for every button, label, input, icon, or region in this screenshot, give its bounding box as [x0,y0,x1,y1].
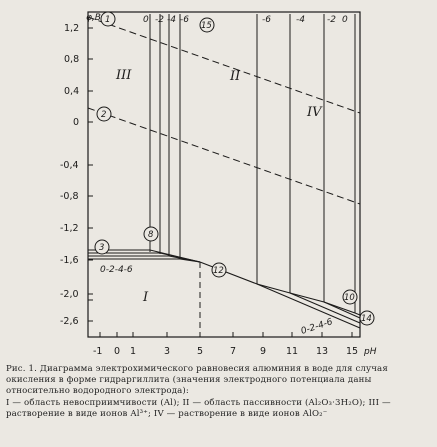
x-tick-label: 5 [197,346,204,357]
svg-text:10: 10 [344,293,355,303]
marker-1 [101,12,115,26]
y-tick-marks [88,28,93,321]
marker-14 [360,311,374,325]
alo2-boundaries [257,14,355,313]
x-tick-label: 7 [230,346,237,357]
x-tick-label: -1 [93,346,103,357]
bundle-label: 0-2-4-6 [299,317,334,337]
hydrogen-line [88,108,360,204]
y-tick-label: 0 [73,117,80,128]
region-label-iv: IV [307,105,322,120]
caption-legend: I — область невосприимчивости (Al); II — область пассивности (Al₂O₃·3H₂O); III — растворение в виде ионов Al³⁺; IV — растворение в виде ионов AlO₂⁻ [6,398,391,420]
marker-15 [200,18,214,32]
figure-caption [6,364,432,420]
x-tick-label: 11 [286,346,299,357]
x-tick-label: 3 [164,346,171,357]
line-label: -2 [155,15,164,25]
line-label: -6 [262,15,271,25]
x-axis-label: pH [364,347,377,357]
caption-title: Рис. 1. Диаграмма электрохимического равновесия алюминия в воде для случая окисления в форме гидраргиллита (значения электродного потенциала даны относительно водородного электрода): [6,364,388,396]
x-tick-label: 0 [114,346,121,357]
x-tick-label: 13 [316,346,329,357]
y-tick-label: -1,2 [60,223,79,234]
y-tick-label: 0,4 [64,86,80,97]
al3-boundaries [150,14,180,258]
region-label-iii: III [116,68,132,83]
region-label-ii: II [230,69,241,84]
line-label: 0 [143,15,149,25]
y-tick-label: -0,8 [60,191,79,202]
bundle-label: 0-2-4-6 [100,265,133,275]
y-tick-label: -2,6 [60,316,79,327]
x-tick-label: 9 [260,346,267,357]
y-tick-label: 1,2 [64,23,80,34]
svg-text:3: 3 [99,243,105,253]
x-tick-label: 1 [130,346,137,357]
y-tick-label: -2,0 [60,289,79,300]
svg-text:1: 1 [105,15,111,25]
svg-text:15: 15 [201,21,212,31]
marker-10 [343,290,357,304]
plot-frame [88,12,360,337]
oxygen-line [88,17,360,113]
y-tick-label: -1,6 [60,255,79,266]
region-label-i: I [143,290,149,305]
svg-text:14: 14 [361,314,372,324]
marker-2 [97,107,111,121]
line-label: -2 [327,15,336,25]
y-tick-label: 0,8 [64,54,80,65]
svg-text:8: 8 [148,230,154,240]
marker-3 [95,240,109,254]
marker-12 [212,263,226,277]
line-label: -6 [180,15,189,25]
x-tick-label: 15 [346,346,359,357]
svg-text:2: 2 [101,110,107,120]
marker-8 [144,227,158,241]
line-label: -4 [167,15,176,25]
y-tick-label: -0,4 [60,160,79,171]
svg-text:12: 12 [213,266,224,276]
line-label: 0 [342,15,348,25]
line-label: -4 [296,15,305,25]
metal-boundary-right [257,284,360,328]
y-axis-label: φ,B [86,13,101,23]
